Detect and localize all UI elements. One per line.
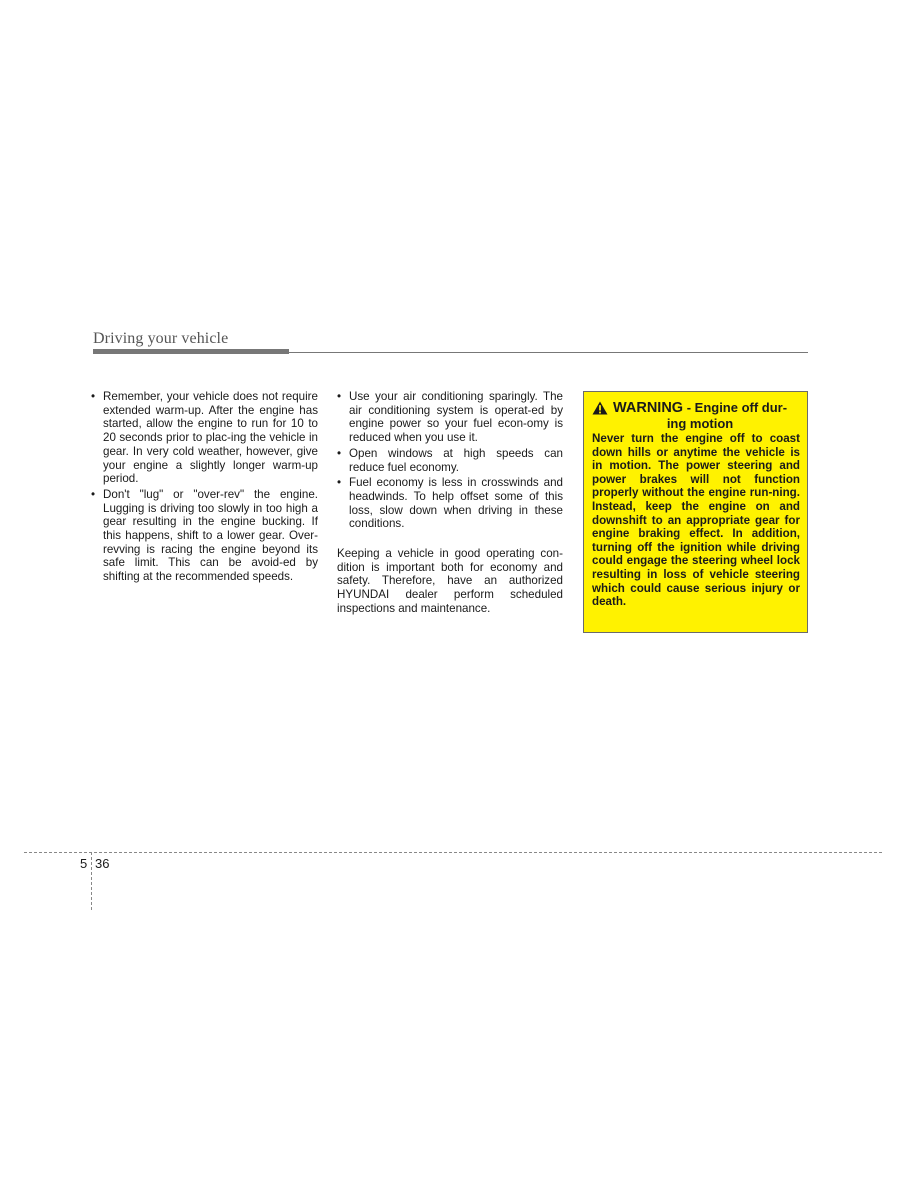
middle-bullet-list bbox=[337, 390, 563, 531]
bullet-item: • Don't "lug" or "over-rev" the engine. Lugging is driving too slowly in too high a gear resulting in the engine bucking. If this happens, shift to a lower gear. Over-revving is racing the engine beyond its safe limit. This can be avoid-ed by shifting at the recommended speeds. bbox=[91, 488, 318, 584]
left-column bbox=[91, 390, 318, 586]
section-title: Driving your vehicle bbox=[93, 330, 229, 347]
warning-body: Never turn the engine off to coast down hills or anytime the vehicle is in motion. The power steering and power brakes will not function properly without the engine run-ning. Instead, keep the engine on and downshift to an appropriate gear for engine braking effect. In addition, turning off the ignition while driving could engage the steering wheel lock resulting in loss of vehicle steering which could cause serious injury or death. bbox=[592, 432, 800, 609]
warning-title-line1: - Engine off dur- bbox=[683, 400, 788, 415]
bullet-item: • Open windows at high speeds can reduce fuel economy. bbox=[337, 447, 563, 474]
maintenance-paragraph: Keeping a vehicle in good operating con-dition is important both for economy and safety. Therefore, have an authorized HYUNDAI dealer perform scheduled inspections and maintenance. bbox=[337, 547, 563, 615]
warning-label: WARNING bbox=[613, 400, 684, 416]
footer-dashed-rule bbox=[24, 852, 882, 853]
middle-column bbox=[337, 390, 563, 616]
left-bullet-list bbox=[91, 390, 318, 584]
page-number: 36 bbox=[95, 856, 110, 871]
warning-heading bbox=[592, 400, 800, 431]
chapter-number: 5 bbox=[80, 856, 88, 871]
header-rule-accent bbox=[93, 349, 289, 354]
footer-dashed-divider bbox=[91, 852, 92, 910]
bullet-item: • Use your air conditioning sparingly. The air conditioning system is operat-ed by engine power so your fuel econ-omy is reduced when you use it. bbox=[337, 390, 563, 445]
bullet-item: • Fuel economy is less in crosswinds and headwinds. To help offset some of this loss, slow down when driving in these conditions. bbox=[337, 476, 563, 531]
warning-box bbox=[583, 391, 808, 633]
warning-title-line2: ing motion bbox=[666, 416, 734, 431]
bullet-item: • Remember, your vehicle does not require extended warm-up. After the engine has started, allow the engine to run for 10 to 20 seconds prior to plac-ing the vehicle in gear. In very cold weather, however, give your engine a slightly longer warm-up period. bbox=[91, 390, 318, 486]
warning-triangle-icon bbox=[592, 401, 608, 415]
